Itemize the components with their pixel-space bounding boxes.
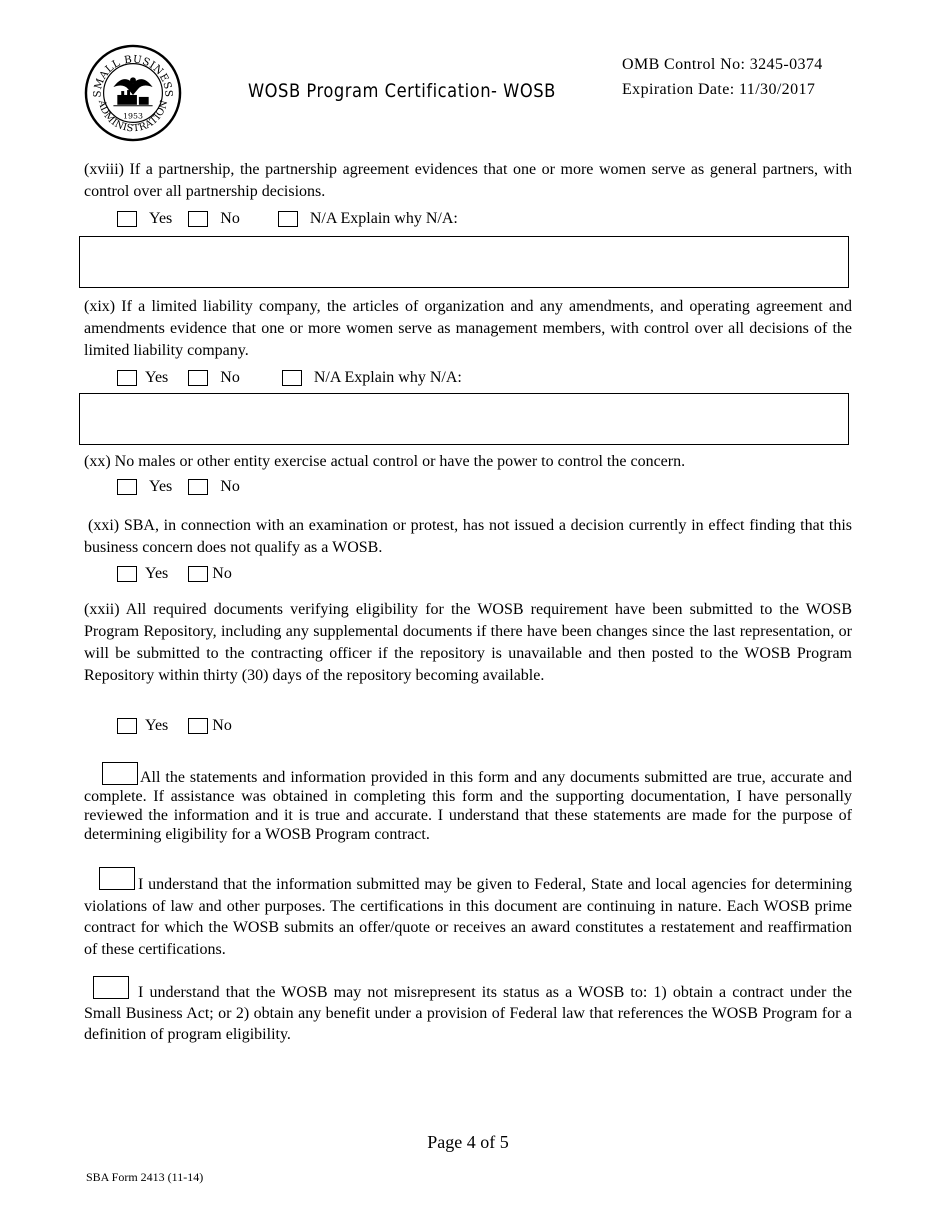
certification-2-text: I understand that the information submitted may be given to Federal, State and local agencies for determining violations of law and other purposes. The certifications in this document are continuing in nature. Each WOSB prime contract for which the WOSB submits an offer/quote or receives an award constitutes a restatement and reaffirmation of these certifications.: [84, 876, 852, 958]
item-xix-na-label: N/A Explain why N/A:: [313, 369, 462, 386]
form-identifier: SBA Form 2413 (11-14): [86, 1170, 204, 1184]
certification-3-text: I understand that the WOSB may not misrepresent its status as a WOSB to: 1) obtain a contract under the Small Business Act; or 2) obtain any benefit under a provision of Federal law that references the WOSB Program for a definition of program eligibility.: [84, 984, 852, 1043]
item-xix-na-checkbox[interactable]: [282, 370, 302, 386]
seal-text-bottom: ADMINISTRATION: [95, 98, 171, 135]
item-xviii-no-label: No: [220, 210, 240, 227]
item-xxi-options: [117, 564, 232, 584]
item-xviii-na-checkbox[interactable]: [278, 211, 298, 227]
item-xix-yes-checkbox[interactable]: [117, 370, 137, 386]
item-xxii-text: (xxii) All required documents verifying eligibility for the WOSB requirement have been submitted to the WOSB Program Repository, including any supplemental documents if there have been changes since the last representation, or will be submitted to the contracting officer if the repository is unavailable and then posted to the WOSB Program Repository within thirty (30) days of the repository becoming available.: [84, 601, 852, 684]
item-xxi-text: (xxi) SBA, in connection with an examination or protest, has not issued a decision currently in effect finding that this business concern does not qualify as a WOSB.: [84, 517, 852, 556]
item-xix-yes-label: Yes: [145, 369, 169, 386]
item-xx-yes-label: Yes: [149, 478, 173, 495]
item-xviii-no-checkbox[interactable]: [188, 211, 208, 227]
certification-1-text: All the statements and information provided in this form and any documents submitted are true, accurate and complete. If assistance was obtained in completing this form and the supporting documentation, I have personally reviewed the information and it is true and accurate. I understand that these statements are made for the purpose of determining eligibility for a WOSB Program contract.: [84, 769, 852, 843]
item-xxi-no-label: No: [212, 565, 232, 582]
item-xix-options: [117, 368, 462, 388]
item-xxii-yes-checkbox[interactable]: [117, 718, 137, 734]
omb-block: [622, 52, 823, 102]
expiration-date: Expiration Date: 11/30/2017: [622, 81, 816, 98]
item-xx-yes-checkbox[interactable]: [117, 479, 137, 495]
item-xx-no-label: No: [220, 478, 240, 495]
item-xviii-text: (xviii) If a partnership, the partnership agreement evidences that one or more women serve as general partners, with control over all partnership decisions.: [84, 161, 852, 200]
form-title: WOSB Program Certification- WOSB: [248, 80, 556, 102]
item-xxi-yes-checkbox[interactable]: [117, 566, 137, 582]
item-xviii-na-label: N/A Explain why N/A:: [309, 210, 458, 227]
item-xix-text: (xix) If a limited liability company, the articles of organization and any amendments, and operating agreement and amendments evidence that one or more women serve as management members, with control over all decisions of the limited liability company.: [84, 298, 852, 359]
item-xviii-options: [117, 209, 458, 229]
item-xxii-yes-label: Yes: [145, 717, 169, 734]
seal-year: 1953: [123, 111, 143, 121]
sba-seal-logo: [84, 44, 182, 142]
seal-text-top: SMALL BUSINESS: [91, 53, 175, 98]
item-xxii-no-label: No: [212, 717, 232, 734]
item-xx-options: [117, 477, 240, 497]
item-xxii-no-checkbox[interactable]: [188, 718, 208, 734]
item-xviii-yes-checkbox[interactable]: [117, 211, 137, 227]
item-xx-no-checkbox[interactable]: [188, 479, 208, 495]
omb-control-number: OMB Control No: 3245-0374: [622, 56, 823, 73]
item-xix-no-label: No: [220, 369, 240, 386]
page-number: Page 4 of 5: [427, 1132, 509, 1152]
item-xix-explain-field[interactable]: [79, 393, 849, 445]
item-xx-text: (xx) No males or other entity exercise actual control or have the power to control the concern.: [84, 453, 686, 470]
item-xxi-no-checkbox[interactable]: [188, 566, 208, 582]
item-xviii-explain-field[interactable]: [79, 236, 849, 288]
item-xxii-options: [117, 716, 232, 736]
item-xxi-yes-label: Yes: [145, 565, 169, 582]
item-xix-no-checkbox[interactable]: [188, 370, 208, 386]
item-xviii-yes-label: Yes: [149, 210, 173, 227]
